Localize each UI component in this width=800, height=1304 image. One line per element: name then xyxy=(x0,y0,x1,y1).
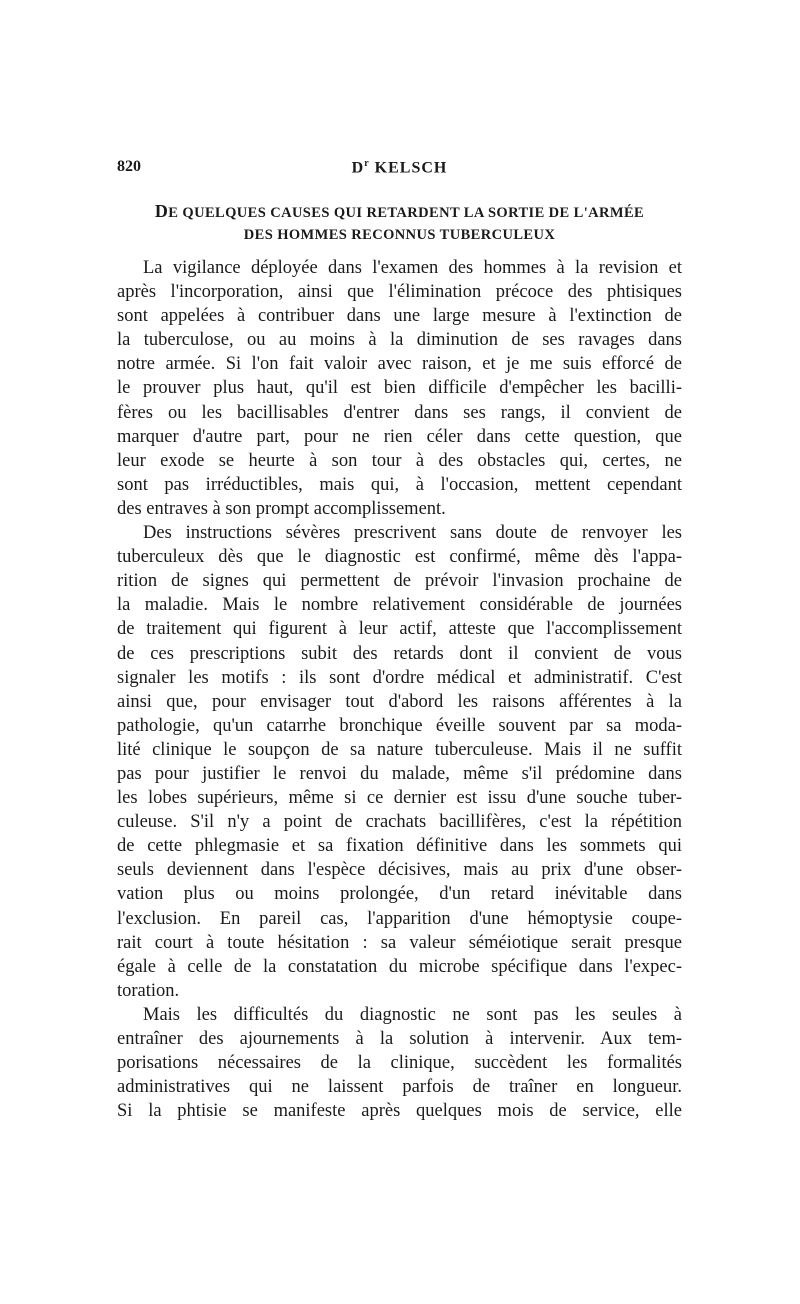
text-line: l'exclusion. En pareil cas, l'apparition d'une hémoptysie coupe- xyxy=(117,908,682,929)
text-line: La vigilance déployée dans l'examen des hommes à la revision et xyxy=(143,258,682,278)
text-line: sont appelées à contribuer dans une large mesure à l'extinction de xyxy=(117,306,682,327)
text-line: vation plus ou moins prolongée, d'un retard inévitable dans xyxy=(117,884,682,905)
text-line: administratives qui ne laissent parfois de traîner en longueur. xyxy=(117,1077,682,1098)
text-line: culeuse. S'il n'y a point de crachats bacillifères, c'est la répétition xyxy=(117,812,682,833)
body-text xyxy=(117,256,682,1123)
text-line: marquer d'autre part, pour ne rien céler dans cette question, que xyxy=(117,426,682,447)
text-line: sont pas irréductibles, mais qui, à l'occasion, mettent cependant xyxy=(117,474,682,495)
text-line: rition de signes qui permettent de prévoir l'invasion prochaine de xyxy=(117,571,682,592)
text-line: toration. xyxy=(117,980,180,1001)
text-line: de ces prescriptions subit des retards dont il convient de vous xyxy=(117,643,682,664)
section-title-line-1 xyxy=(117,200,682,224)
section-title-line-1-rest: E QUELQUES CAUSES QUI RETARDENT LA SORTIE DE L'ARMÉE xyxy=(168,205,645,221)
author-title-superscript: r xyxy=(364,158,370,169)
section-title-initial: D xyxy=(154,201,169,221)
page-number: 820 xyxy=(117,158,141,175)
text-line: de traitement qui figurent à leur actif, atteste que l'accomplissement xyxy=(117,619,682,640)
text-line: signaler les motifs : ils sont d'ordre médical et administratif. C'est xyxy=(117,667,682,688)
running-head-author xyxy=(117,158,682,177)
text-line: ainsi que, pour envisager tout d'abord les raisons afférentes à la xyxy=(117,691,682,712)
text-line: Mais les difficultés du diagnostic ne sont pas les seules à xyxy=(143,1004,682,1025)
text-line: pathologie, qu'un catarrhe bronchique éveille souvent par sa moda- xyxy=(117,715,682,736)
text-line: des entraves à son prompt accomplissement. xyxy=(117,498,446,519)
text-line: égale à celle de la constatation du microbe spécifique dans l'expec- xyxy=(117,956,682,977)
text-line: leur exode se heurte à son tour à des obstacles qui, certes, ne xyxy=(117,450,682,471)
running-head xyxy=(117,150,682,186)
section-title xyxy=(117,200,682,246)
text-line: entraîner des ajournements à la solution à intervenir. Aux tem- xyxy=(117,1029,682,1049)
text-line: tuberculeux dès que le diagnostic est confirmé, même dès l'appa- xyxy=(117,547,682,568)
text-line: seuls deviennent dans l'espèce décisives, mais au prix d'une obser- xyxy=(117,860,682,881)
book-page xyxy=(117,150,682,1123)
text-line: lité clinique le soupçon de sa nature tuberculeuse. Mais il ne suffit xyxy=(117,739,682,760)
author-name: KELSCH xyxy=(374,159,448,177)
text-line: la tuberculose, ou au moins à la diminution de ses ravages dans xyxy=(117,330,682,351)
text-line: Si la phtisie se manifeste après quelques mois de service, elle xyxy=(117,1101,682,1122)
text-line: porisations nécessaires de la clinique, succèdent les formalités xyxy=(117,1053,682,1074)
text-line: pas pour justifier le renvoi du malade, même s'il prédomine dans xyxy=(117,763,682,784)
section-title-line-2: DES HOMMES RECONNUS TUBERCULEUX xyxy=(243,227,556,243)
text-line: rait court à toute hésitation : sa valeur séméiotique serait presque xyxy=(117,932,682,953)
text-line: de cette phlegmasie et sa fixation définitive dans les sommets qui xyxy=(117,836,682,857)
text-line: notre armée. Si l'on fait valoir avec raison, et je me suis efforcé de xyxy=(117,354,682,375)
text-line: le prouver plus haut, qu'il est bien difficile d'empêcher les bacilli- xyxy=(117,378,682,399)
text-line: Des instructions sévères prescrivent sans doute de renvoyer les xyxy=(143,523,682,544)
text-line: les lobes supérieurs, même si ce dernier est issu d'une souche tuber- xyxy=(117,788,682,809)
text-line: la maladie. Mais le nombre relativement considérable de journées xyxy=(117,595,682,616)
author-prefix: D xyxy=(351,159,365,177)
text-line: fères ou les bacillisables d'entrer dans ses rangs, il convient de xyxy=(117,402,682,423)
text-line: après l'incorporation, ainsi que l'élimination précoce des phtisiques xyxy=(117,282,682,303)
